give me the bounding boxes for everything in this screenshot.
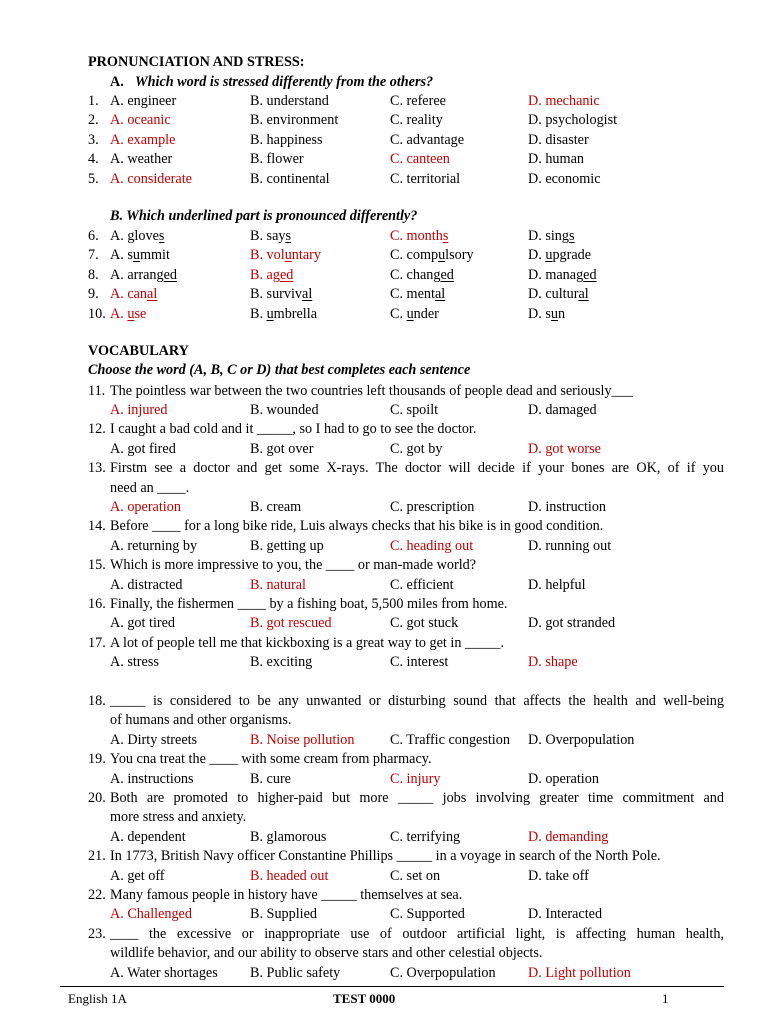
option-b: B. getting up — [250, 537, 324, 554]
question-row — [0, 227, 768, 246]
question-stem: I caught a bad cold and it _____, so I had to go to see the doctor. — [110, 421, 477, 438]
option-c: C. referee — [390, 93, 446, 109]
question-stem: _____ is considered to be any unwanted or disturbing sound that affects the health and well-being — [110, 692, 724, 709]
answer-options-row — [0, 440, 768, 459]
question-number: 21. — [88, 848, 106, 865]
section-title-pronunciation: PRONUNCIATION AND STRESS: — [88, 54, 305, 70]
question-row — [0, 150, 768, 169]
option-b: B. exciting — [250, 654, 313, 671]
option-d: D. upgrade — [528, 247, 592, 264]
question-number: 16. — [88, 595, 106, 612]
part-a-letter: A. — [110, 74, 124, 90]
option-c: C. mental — [390, 286, 446, 303]
option-d: D. cultural — [528, 286, 589, 303]
question-stem-line — [0, 789, 768, 808]
underlined-part: al — [578, 286, 589, 303]
option-d: D. managed — [528, 266, 597, 283]
question-stem-line — [0, 808, 768, 827]
question-number: 11. — [88, 382, 106, 399]
option-d: D. damaged — [528, 401, 597, 418]
question-stem-line — [0, 692, 768, 711]
answer-options-row — [0, 537, 768, 556]
option-a: A. stress — [110, 654, 159, 671]
underlined-part: ed — [440, 266, 454, 283]
question-stem: Which is more impressive to you, the ____ or man-made world? — [110, 557, 477, 574]
option-a: A. use — [110, 305, 147, 322]
underlined-part: u — [550, 305, 558, 322]
question-stem-line — [0, 595, 768, 614]
question-stem: Both are promoted to higher-paid but more _____ jobs involving greater time commitment and — [110, 789, 724, 806]
underlined-part: u — [438, 247, 446, 264]
option-b: B. got over — [250, 440, 314, 457]
question-stem-line — [0, 750, 768, 769]
question-stem-line — [0, 420, 768, 439]
question-number: 12. — [88, 421, 106, 438]
underlined-part: al — [147, 286, 158, 303]
option-b: B. says — [250, 228, 291, 244]
option-a: A. gloves — [110, 228, 165, 244]
question-stem-line — [0, 711, 768, 730]
option-d: D. operation — [528, 770, 599, 787]
answer-options-row — [0, 614, 768, 633]
question-number: 3. — [88, 131, 99, 148]
option-c: C. terrifying — [390, 828, 461, 845]
option-c: C. heading out — [390, 537, 474, 554]
underlined-part: s — [569, 228, 575, 244]
question-number: 13. — [88, 460, 106, 477]
underlined-part: ed — [583, 266, 597, 283]
option-b: B. wounded — [250, 401, 319, 418]
question-number: 8. — [88, 266, 99, 283]
option-b: B. umbrella — [250, 305, 317, 322]
option-b: B. survival — [250, 286, 313, 303]
option-a: A. got tired — [110, 615, 176, 632]
question-stem: Firstm see a doctor and get some X-rays. The doctor will decide if your bones are OK, of if you — [110, 460, 724, 477]
footer-test-title: TEST 0000 — [333, 991, 396, 1006]
question-row — [0, 285, 768, 304]
underlined-part: ed — [279, 266, 294, 283]
option-d: D. sun — [528, 305, 566, 322]
underlined-part: u — [127, 305, 135, 322]
answer-options-row — [0, 401, 768, 420]
question-stem: more stress and anxiety. — [110, 809, 247, 826]
option-a: A. oceanic — [110, 112, 171, 129]
underlined-part: u — [406, 305, 414, 322]
option-a: A. instructions — [110, 770, 194, 787]
question-stem: In 1773, British Navy officer Constantine Phillips _____ in a voyage in search of the North Pole. — [110, 848, 661, 865]
underlined-part: u — [132, 247, 140, 264]
question-stem-line — [0, 556, 768, 575]
option-d: D. Interacted — [528, 906, 603, 923]
answer-options-row — [0, 498, 768, 517]
option-b: B. Supplied — [250, 906, 318, 923]
option-c: C. got by — [390, 440, 443, 457]
option-b: B. understand — [250, 93, 329, 109]
underlined-part: u — [284, 247, 292, 264]
option-c: C. got stuck — [390, 615, 459, 632]
option-c: C. injury — [390, 770, 441, 787]
option-a: A. arranged — [110, 266, 177, 283]
underlined-part: ed — [163, 266, 177, 283]
question-number: 14. — [88, 518, 106, 535]
option-d: D. human — [528, 151, 584, 168]
answer-options-row — [0, 770, 768, 789]
option-d: D. Overpopulation — [528, 731, 635, 748]
question-row — [0, 266, 768, 285]
option-b: B. continental — [250, 170, 330, 187]
option-d: D. helpful — [528, 576, 586, 593]
option-a: A. Dirty streets — [110, 731, 198, 748]
option-c: C. set on — [390, 867, 441, 884]
part-a-instruction-line — [0, 73, 768, 92]
option-d: D. sings — [528, 228, 575, 244]
option-a: A. operation — [110, 498, 181, 515]
option-a: A. distracted — [110, 576, 183, 593]
answer-options-row — [0, 867, 768, 886]
footer-course: English 1A — [68, 991, 127, 1006]
question-number: 10. — [88, 305, 106, 322]
answer-options-row — [0, 828, 768, 847]
footer-page-number: 1 — [662, 991, 669, 1006]
option-c: C. Overpopulation — [390, 964, 496, 981]
question-number: 2. — [88, 112, 99, 129]
option-d: D. Light pollution — [528, 964, 631, 981]
option-b: B. cure — [250, 770, 291, 787]
underlined-part: s — [442, 228, 449, 244]
option-b: B. happiness — [250, 131, 323, 148]
question-stem: You cna treat the ____ with some cream from pharmacy. — [110, 751, 432, 768]
option-d: D. running out — [528, 537, 612, 554]
answer-options-row — [0, 576, 768, 595]
question-row — [0, 111, 768, 130]
answer-options-row — [0, 731, 768, 750]
option-d: D. disaster — [528, 131, 589, 148]
option-c: C. under — [390, 305, 439, 322]
question-stem-line — [0, 634, 768, 653]
option-d: D. shape — [528, 654, 578, 671]
option-c: C. changed — [390, 266, 454, 283]
question-number: 9. — [88, 286, 99, 303]
option-b: B. Public safety — [250, 964, 341, 981]
question-number: 18. — [88, 692, 106, 709]
option-b: B. natural — [250, 576, 306, 593]
part-a-instruction: Which word is stressed differently from the others? — [135, 74, 434, 90]
option-a: A. example — [110, 131, 176, 148]
question-number: 7. — [88, 247, 99, 264]
option-c: C. spoilt — [390, 401, 439, 418]
question-stem: A lot of people tell me that kickboxing is a great way to get in _____. — [110, 634, 505, 651]
question-row — [0, 170, 768, 189]
option-c: C. months — [390, 228, 449, 244]
option-a: A. canal — [110, 286, 158, 303]
option-c: C. canteen — [390, 151, 450, 168]
underlined-part: s — [285, 228, 291, 244]
question-stem: Many famous people in history have _____ themselves at sea. — [110, 886, 463, 903]
underlined-part: al — [302, 286, 313, 303]
question-stem: need an ____. — [110, 479, 190, 496]
question-number: 19. — [88, 751, 106, 768]
option-d: D. instruction — [528, 498, 607, 515]
underlined-part: u — [545, 247, 553, 264]
question-stem: The pointless war between the two countries left thousands of people dead and seriously___ — [110, 382, 633, 399]
option-b: B. cream — [250, 498, 302, 515]
question-number: 23. — [88, 925, 106, 942]
question-stem-line — [0, 847, 768, 866]
option-d: D. take off — [528, 867, 589, 884]
question-stem-line — [0, 886, 768, 905]
question-row — [0, 131, 768, 150]
part-b-instruction: B. Which underlined part is pronounced differently? — [110, 208, 418, 224]
answer-options-row — [0, 653, 768, 672]
option-c: C. efficient — [390, 576, 454, 593]
option-b: B. got rescued — [250, 615, 332, 632]
option-b: B. headed out — [250, 867, 329, 884]
question-stem-line — [0, 479, 768, 498]
question-stem: of humans and other organisms. — [110, 712, 292, 729]
option-b: B. aged — [250, 266, 294, 283]
question-number: 1. — [88, 93, 99, 109]
option-d: D. got worse — [528, 440, 601, 457]
question-stem-line — [0, 382, 768, 401]
question-row — [0, 305, 768, 324]
question-stem-line — [0, 925, 768, 944]
underlined-part: al — [434, 286, 446, 303]
option-c: C. reality — [390, 112, 443, 129]
question-number: 22. — [88, 886, 106, 903]
question-stem-line — [0, 517, 768, 536]
option-c: C. territorial — [390, 170, 461, 187]
question-row — [0, 246, 768, 265]
question-number: 20. — [88, 789, 106, 806]
option-c: C. interest — [390, 654, 449, 671]
option-a: A. engineer — [110, 93, 177, 109]
option-a: A. considerate — [110, 170, 192, 187]
option-b: B. glamorous — [250, 828, 327, 845]
option-a: A. dependent — [110, 828, 186, 845]
option-a: A. injured — [110, 401, 168, 418]
option-b: B. voluntary — [250, 247, 321, 264]
option-c: C. compulsory — [390, 247, 474, 264]
option-d: D. got stranded — [528, 615, 616, 632]
answer-options-row — [0, 964, 768, 983]
option-c: C. Supported — [390, 906, 465, 923]
question-stem: ____ the excessive or inappropriate use of outdoor artificial light, is affecting human health, — [110, 925, 724, 942]
question-number: 6. — [88, 228, 99, 244]
option-b: B. Noise pollution — [250, 731, 355, 748]
question-stem: Finally, the fishermen ____ by a fishing boat, 5,500 miles from home. — [110, 595, 508, 612]
option-d: D. economic — [528, 170, 601, 187]
option-c: C. Traffic congestion — [390, 731, 510, 748]
option-c: C. prescription — [390, 498, 475, 515]
option-a: A. Water shortages — [110, 964, 218, 981]
option-a: A. summit — [110, 247, 170, 264]
option-a: A. got fired — [110, 440, 176, 457]
footer-divider — [60, 986, 724, 987]
underlined-part: u — [266, 305, 274, 322]
option-b: B. flower — [250, 151, 304, 168]
option-a: A. weather — [110, 151, 173, 168]
question-row — [0, 92, 768, 111]
option-a: A. returning by — [110, 537, 198, 554]
option-a: A. Challenged — [110, 906, 192, 923]
question-stem: wildlife behavior, and our ability to observe stars and other celestial objects. — [110, 945, 543, 962]
option-c: C. advantage — [390, 131, 465, 148]
option-d: D. mechanic — [528, 93, 600, 109]
vocabulary-instruction: Choose the word (A, B, C or D) that best completes each sentence — [88, 362, 471, 378]
question-number: 17. — [88, 634, 106, 651]
section-title-vocabulary: VOCABULARY — [88, 343, 189, 359]
answer-options-row — [0, 905, 768, 924]
option-b: B. environment — [250, 112, 339, 129]
underlined-part: s — [158, 228, 165, 244]
option-d: D. demanding — [528, 828, 609, 845]
question-number: 4. — [88, 151, 99, 168]
question-stem-line — [0, 944, 768, 963]
question-stem: Before ____ for a long bike ride, Luis always checks that his bike is in good condition. — [110, 518, 604, 535]
option-d: D. psychologist — [528, 112, 618, 129]
question-number: 5. — [88, 170, 99, 187]
option-a: A. get off — [110, 867, 165, 884]
question-number: 15. — [88, 557, 106, 574]
question-stem-line — [0, 459, 768, 478]
